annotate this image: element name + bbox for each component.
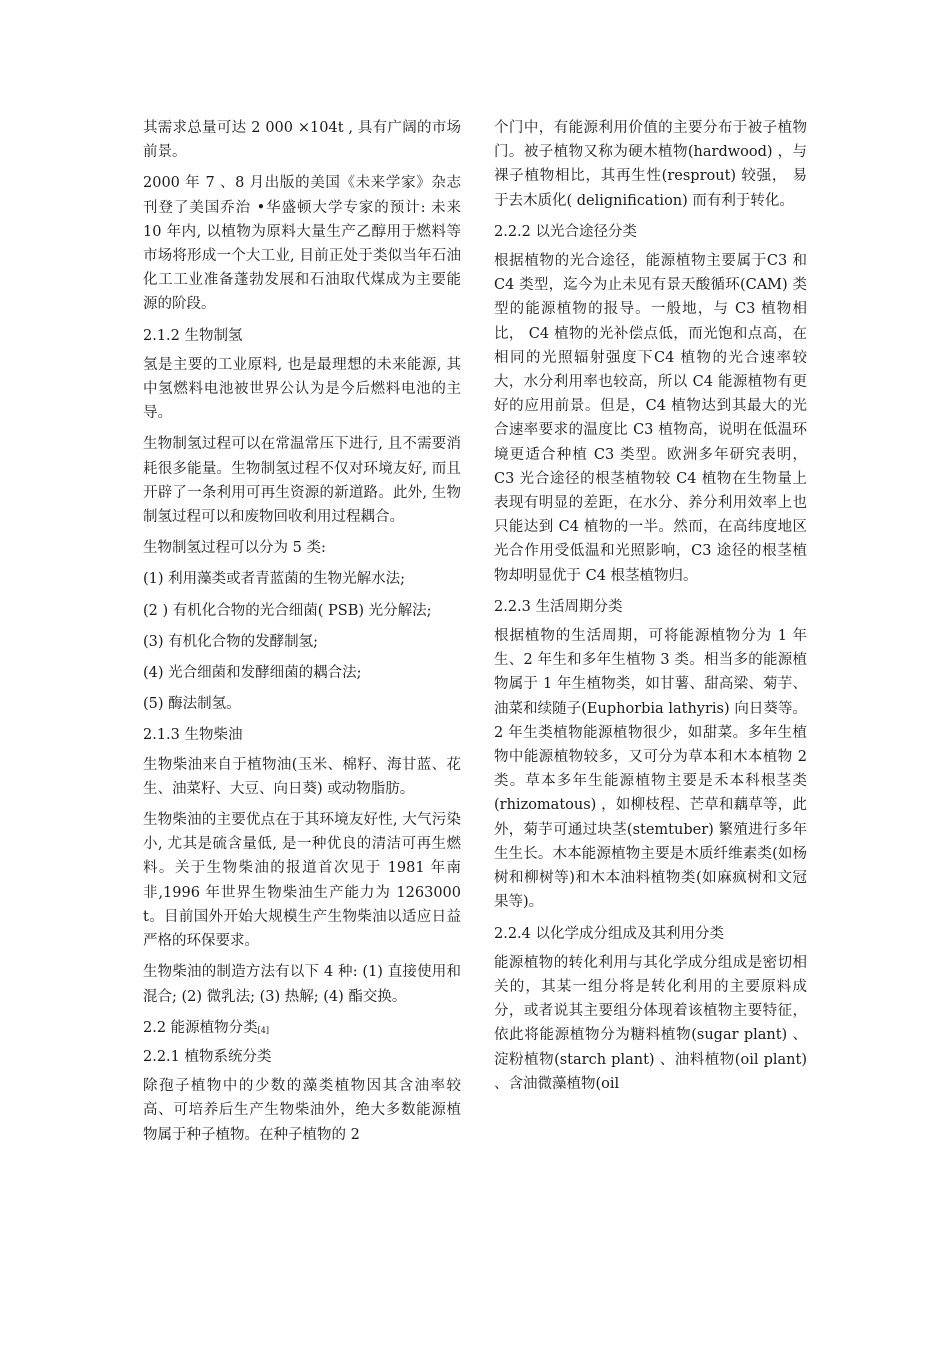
left-column xyxy=(143,116,461,1154)
paragraph-c3-c4: 根据植物的光合途径，能源植物主要属于C3 和 C4 类型，迄今为止未见有景天酸循环(CAM) 类型的能源植物的报导。一般地，与 C3 植物相比， C4 植物的光补偿点低，而光饱和点高，在相同的光照辐射强度下C4 植物的光合速率较大，水分利用率也较高，所以 C4 能源植物有更好的应用前景。但是，C4 植物达到其最大的光合速率要求的温度比 C3 植物高，说明在低温环境更适合种植 C3 类型。欧洲多年研究表明， C3 光合途径的根茎植物较 C4 植物在生物量上表现有明显的差距，在水分、养分利用效率上也只能达到 C4 植物的一半。然而，在高纬度地区光合作用受低温和光照影响，C3 途径的根茎植物却明显优于 C4 根茎植物归。 xyxy=(494,253,807,584)
paragraph-chemical-composition: 能源植物的转化利用与其化学成分组成是密切相关的，其某一组分将是转化利用的主要原料成分，或者说其主要组分体现着该植物主要特征，依此将能源植物分为糖料植物(sugar plant) 、淀粉植物(starch plant) 、油料植物(oil plant) 、含油微藻植物(oil xyxy=(494,954,807,1092)
heading-photosynthetic-pathway: 2.2.2 以光合途径分类 xyxy=(494,223,638,240)
right-column xyxy=(494,116,807,1103)
paragraph-biodiesel-source: 生物柴油来自于植物油(玉米、棉籽、海甘蓝、花生、油菜籽、大豆、向日葵) 或动物脂肪。 xyxy=(143,756,461,797)
paragraph-hydrogen-process: 生物制氢过程可以在常温常压下进行, 且不需要消耗很多能量。生物制氢过程不仅对环境友好, 而且开辟了一条利用可再生资源的新道路。此外, 生物制氢过程可以和废物回收利用过程耦合。 xyxy=(143,436,461,526)
list-item-method-1: (1) 利用藻类或者青蓝菌的生物光解水法; xyxy=(143,571,406,588)
paragraph-biodiesel-advantages: 生物柴油的主要优点在于其环境友好性, 大气污染小, 尤其是硫含量低, 是一种优良的清洁可再生燃料。关于生物柴油的报道首次见于 1981 年南非,1996 年世界生物柴油生产能力为 1263000 t。目前国外开始大规模生产生物柴油以适应日益严格的环保要求。 xyxy=(143,812,461,950)
paragraph-biodiesel-methods: 生物柴油的制造方法有以下 4 种: (1) 直接使用和混合; (2) 微乳法; (3) 热解; (4) 酯交换。 xyxy=(143,964,461,1005)
paragraph-hydrogen-intro: 氢是主要的工业原料, 也是最理想的未来能源, 其中氢燃料电池被世界公认为是今后燃料电池的主导。 xyxy=(143,356,461,422)
heading-bio-hydrogen: 2.1.2 生物制氢 xyxy=(143,327,243,344)
heading-life-cycle: 2.2.3 生活周期分类 xyxy=(494,598,623,615)
list-item-method-4: (4) 光合细菌和发酵细菌的耦合法; xyxy=(143,665,362,682)
heading-chemical-composition: 2.2.4 以化学成分组成及其利用分类 xyxy=(494,925,725,942)
paragraph-spore-plants: 除孢子植物中的少数的藻类植物因其含油率较高、可培养后生产生物柴油外，绝大多数能源植物属于种子植物。在种子植物的 2 xyxy=(143,1078,461,1143)
citation-ref: [4] xyxy=(257,1025,270,1035)
paragraph-life-cycle: 根据植物的生活周期，可将能源植物分为 1 年生、2 年生和多年生植物 3 类。相当多的能源植物属于 1 年生植物类，如甘薯、甜高梁、菊芋、油菜和续随子(Euphorbia lathyris) 向日葵等。2 年生类植物能源植物很少，如甜菜。多年生植物中能源植物较多，又可分为草本和木本植物 2 类。草本多年生能源植物主要是禾本科根茎类(rhizomatous) ，如柳枝程、芒草和藕草等，此外，菊芋可通过块茎(stemtuber) 繁殖进行多年生生长。木本能源植物主要是木质纤维素类(如杨树和柳树等)和木本油料植物类(如麻疯树和文冠果等)。 xyxy=(494,628,807,911)
paragraph-demand-total: 其需求总量可达 2 000 ×104t , 具有广阔的市场前景。 xyxy=(143,120,461,161)
paragraph-futurist-forecast: 2000 年 7 、8 月出版的美国《未来学家》杂志刊登了美国乔治 •华盛顿大学专家的预计: 未来 10 年内, 以植物为原料大量生产乙醇用于燃料等市场将形成一个大工业, 目前正处于类似当年石油化工工业准备蓬勃发展和石油取代煤成为主要能源的阶段。 xyxy=(143,175,461,313)
list-item-method-3: (3) 有机化合物的发酵制氢; xyxy=(143,633,319,650)
heading-energy-plant-classification xyxy=(143,1016,461,1040)
paragraph-hydrogen-classes: 生物制氢过程可以分为 5 类: xyxy=(143,540,326,557)
list-item-method-5: (5) 酶法制氢。 xyxy=(143,696,241,713)
list-item-method-2: (2 ) 有机化合物的光合细菌( PSB) 光分解法; xyxy=(143,602,432,619)
heading-plant-system-classification: 2.2.1 植物系统分类 xyxy=(143,1048,272,1065)
heading-text: 2.2 能源植物分类 xyxy=(143,1019,258,1036)
heading-biodiesel: 2.1.3 生物柴油 xyxy=(143,727,243,744)
paragraph-angiosperms: 个门中，有能源利用价值的主要分布于被子植物门。被子植物又称为硬木植物(hardwood) ，与裸子植物相比，其再生性(resprout) 较强， 易于去木质化( delignification) 而有利于转化。 xyxy=(494,120,807,209)
